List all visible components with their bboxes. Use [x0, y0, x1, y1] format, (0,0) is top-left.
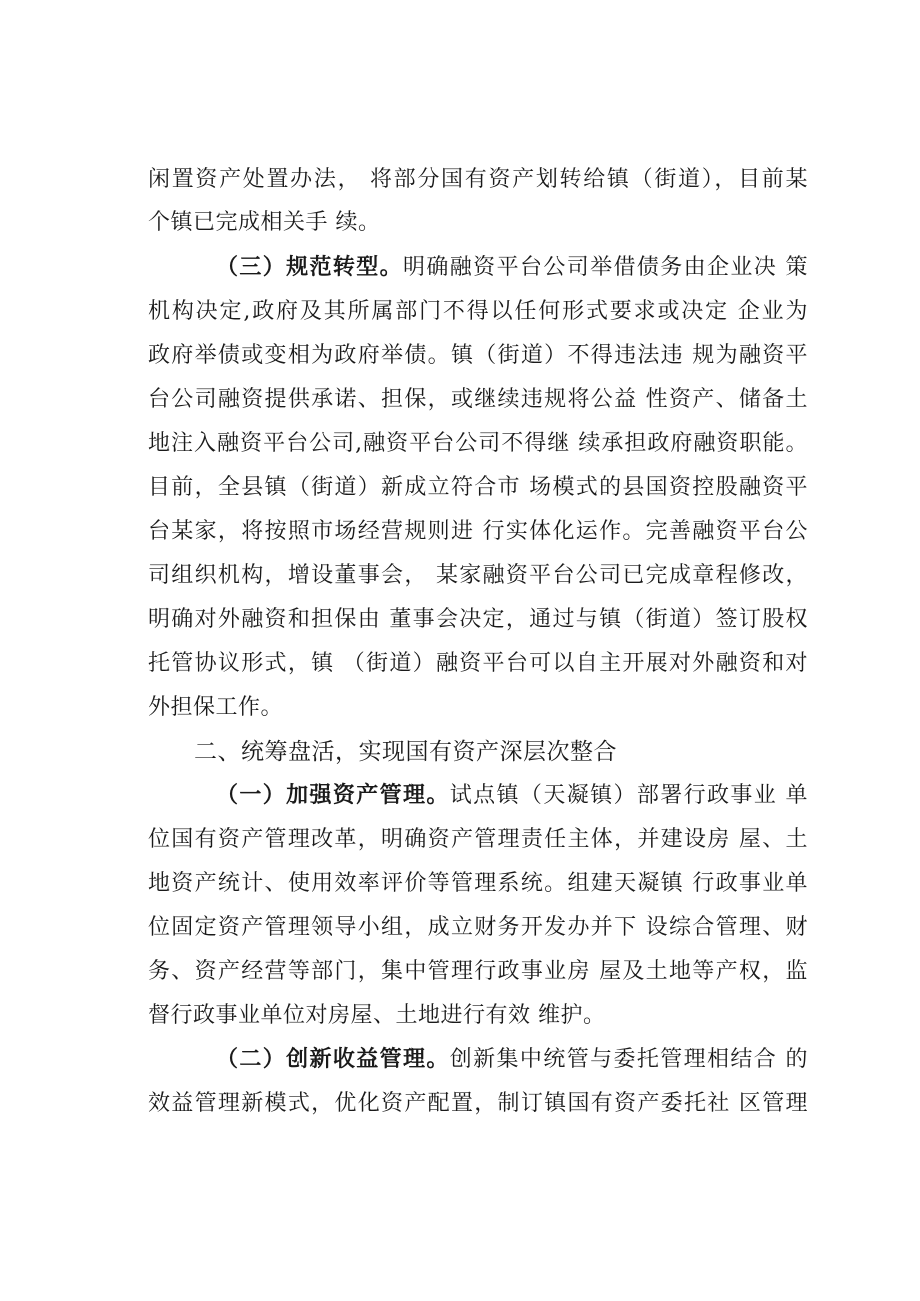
body-text-line: 外担保工作。 [148, 695, 284, 720]
body-text-line: 个镇已完成相关手 续。 [148, 210, 381, 235]
body-text-line: 机构决定,政府及其所属部门不得以任何形式要求或决定 企业为 [148, 299, 808, 324]
body-text-line: 托管协议形式，镇 （街道）融资平台可以自主开展对外融资和对 [148, 651, 808, 676]
paragraph-first-line-text: 创新集中统管与委托管理相结合 的 [449, 1047, 808, 1072]
body-text-line: 闲置资产处置办法， 将部分国有资产划转给镇（街道），目前某 [148, 167, 808, 192]
body-text-line: 位国有资产管理改革，明确资产管理责任主体，并建设房 屋、土 [148, 827, 808, 852]
body-text-line: 司组织机构，增设董事会， 某家融资平台公司已完成章程修改， [148, 563, 808, 588]
body-text-line: 政府举债或变相为政府举债。镇（街道）不得违法违 规为融资平 [148, 343, 808, 368]
paragraph-lead-bold: （一）加强资产管理。 [216, 783, 450, 808]
body-text-line: 位固定资产管理领导小组，成立财务开发办并下 设综合管理、财 [148, 915, 808, 940]
paragraph-first-line-text: 明确融资平台公司举借债务由企业决 策 [403, 255, 808, 280]
paragraph-lead-bold: （二）创新收益管理。 [216, 1047, 450, 1072]
body-text-line: 务、资产经营等部门，集中管理行政事业房 屋及土地等产权，监 [148, 959, 808, 984]
paragraph-lead-bold: （三）规范转型。 [216, 255, 404, 280]
body-text-line: 督行政事业单位对房屋、土地进行有效 维护。 [148, 1003, 606, 1028]
body-text-line: 目前，全县镇（街道）新成立符合市 场模式的县国资控股融资平 [148, 475, 808, 500]
paragraph-first-line [216, 253, 808, 283]
paragraph-first-line [216, 781, 808, 811]
body-text-line: 地资产统计、使用效率评价等管理系统。组建天凝镇 行政事业单 [148, 871, 808, 896]
body-text-line: 效益管理新模式，优化资产配置，制订镇国有资产委托社 区管理 [148, 1091, 808, 1116]
paragraph-first-line-text: 试点镇（天凝镇）部署行政事业 单 [449, 783, 808, 808]
body-text-line: 台某家，将按照市场经营规则进 行实体化运作。完善融资平台公 [148, 519, 808, 544]
body-text-line: 台公司融资提供承诺、担保，或继续违规将公益 性资产、储备土 [148, 387, 808, 412]
body-text-line: 地注入融资平台公司,融资平台公司不得继 续承担政府融资职能。 [148, 431, 808, 456]
section-heading: 二、统筹盘活，实现国有资产深层次整合 [194, 739, 617, 765]
body-text-line: 明确对外融资和担保由 董事会决定，通过与镇（街道）签订股权 [148, 607, 808, 632]
paragraph-first-line [216, 1045, 808, 1075]
